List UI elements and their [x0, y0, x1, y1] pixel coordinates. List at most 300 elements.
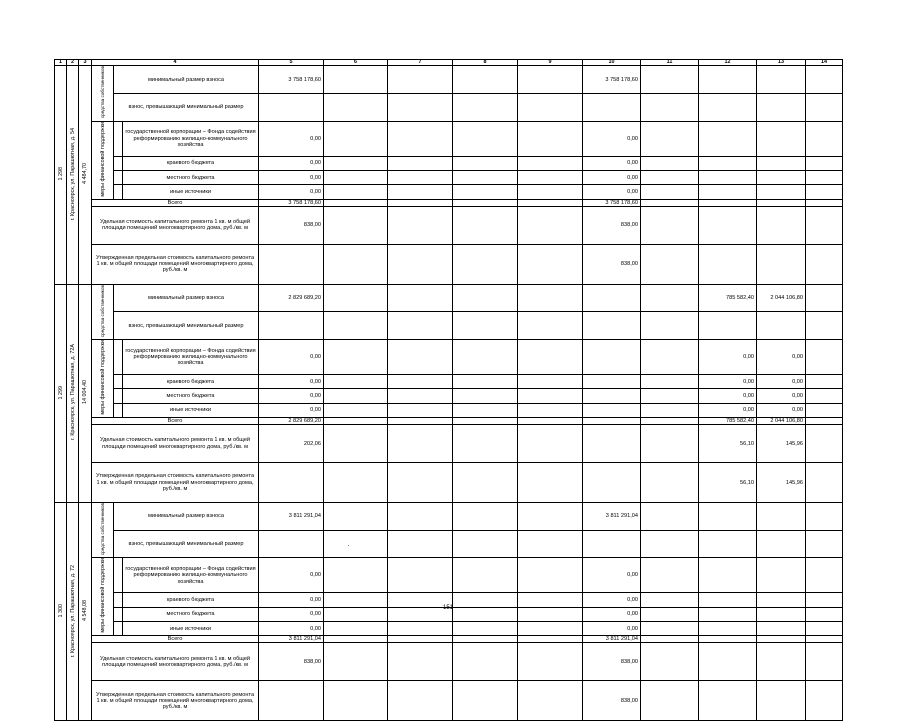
table-row: [55, 643, 843, 681]
row-label-local: местного бюджета: [123, 607, 259, 621]
value-col-11: [641, 171, 699, 185]
value-col-7: [388, 199, 453, 206]
owners-funds-label: средства собственников: [99, 503, 105, 556]
value-col-12: 0,00: [699, 403, 757, 417]
value-col-7: [388, 121, 453, 156]
row-label-total: Всего: [92, 417, 259, 424]
row-label-approved: Утвержденная предельная стоимость капитального ремонта 1 кв. м общей площади помещений многоквартирного дома, руб./кв. м: [92, 463, 259, 503]
value-col-11: [641, 244, 699, 284]
value-col-11: [641, 121, 699, 156]
value-col-11: [641, 156, 699, 170]
value-col-8: [453, 375, 518, 389]
value-col-8: [453, 607, 518, 621]
value-col-12: [699, 121, 757, 156]
value-col-13: [757, 206, 806, 244]
value-col-9: [518, 121, 583, 156]
value-col-11: [641, 312, 699, 340]
value-col-7: [388, 636, 453, 643]
value-col-12: 0,00: [699, 340, 757, 375]
value-col-8: [453, 643, 518, 681]
value-col-8: [453, 66, 518, 94]
value-col-9: [518, 199, 583, 206]
value-col-14: [806, 417, 843, 424]
value-col-13: [757, 593, 806, 607]
value-col-7: [388, 621, 453, 635]
value-col-11: [641, 643, 699, 681]
value-col-10: [583, 403, 641, 417]
capital-repair-table-sheet: [54, 59, 828, 721]
value-col-5: 838,00: [259, 643, 324, 681]
column-number-13: 13: [757, 60, 806, 66]
value-col-5: 3 758 178,60: [259, 66, 324, 94]
table-row: [55, 340, 843, 375]
value-col-6: [324, 185, 388, 199]
value-col-7: [388, 417, 453, 424]
value-col-5: [259, 312, 324, 340]
value-col-13: [757, 94, 806, 122]
value-col-6: [324, 284, 388, 312]
value-col-14: [806, 558, 843, 593]
support-subcolumn: [114, 558, 123, 593]
support-subcolumn: [114, 607, 123, 621]
financial-support-label: меры финансовой поддержки: [99, 340, 106, 415]
row-number-cell: [55, 66, 67, 284]
capital-repair-table: [54, 59, 843, 721]
value-col-11: [641, 417, 699, 424]
row-label-corp: государственной корпорации – Фонда содействия реформированию жилищно-коммунального хозяйства: [123, 121, 259, 156]
row-label-specific: Удельная стоимость капитального ремонта 1 кв. м общей площади помещений многоквартирного дома, руб./кв. м: [92, 643, 259, 681]
row-label-corp: государственной корпорации – Фонда содействия реформированию жилищно-коммунального хозяйства: [123, 340, 259, 375]
value-col-13: [757, 66, 806, 94]
value-col-12: [699, 593, 757, 607]
value-col-14: [806, 340, 843, 375]
table-row: [55, 558, 843, 593]
table-row: [55, 94, 843, 122]
value-col-6: [324, 503, 388, 531]
value-col-6: [324, 121, 388, 156]
value-col-9: [518, 503, 583, 531]
value-col-10: [583, 463, 641, 503]
value-col-7: [388, 389, 453, 403]
value-col-9: [518, 636, 583, 643]
value-col-5: 0,00: [259, 121, 324, 156]
value-col-8: [453, 185, 518, 199]
value-col-6: [324, 417, 388, 424]
owners-funds-label: средства собственников: [99, 284, 105, 337]
value-col-7: [388, 185, 453, 199]
value-col-14: [806, 503, 843, 531]
table-row: [55, 530, 843, 558]
page-number: 151: [443, 605, 454, 611]
value-col-8: [453, 636, 518, 643]
value-col-13: [757, 607, 806, 621]
value-col-14: [806, 636, 843, 643]
value-col-6: [324, 375, 388, 389]
financial-support-label: меры финансовой поддержки: [99, 121, 106, 197]
value-col-12: [699, 171, 757, 185]
value-col-5: 838,00: [259, 206, 324, 244]
value-col-6: [324, 389, 388, 403]
scan-speck: [348, 545, 349, 546]
area-cell: [79, 503, 92, 721]
value-col-9: [518, 607, 583, 621]
value-col-13: [757, 530, 806, 558]
value-col-6: [324, 156, 388, 170]
value-col-8: [453, 312, 518, 340]
row-label-other: иные источники: [123, 185, 259, 199]
support-subcolumn: [114, 121, 123, 156]
value-col-6: [324, 66, 388, 94]
value-col-6: [324, 636, 388, 643]
value-col-8: [453, 425, 518, 463]
value-col-9: [518, 389, 583, 403]
support-subcolumn: [114, 389, 123, 403]
value-col-5: 202,06: [259, 425, 324, 463]
value-col-14: [806, 312, 843, 340]
value-col-11: [641, 593, 699, 607]
value-col-13: [757, 199, 806, 206]
value-col-14: [806, 171, 843, 185]
value-col-11: [641, 94, 699, 122]
table-row: [55, 312, 843, 340]
value-col-5: 2 829 689,20: [259, 284, 324, 312]
value-col-10: [583, 94, 641, 122]
total-area: 4 484,70: [82, 163, 88, 185]
table-row: [55, 121, 843, 156]
value-col-13: 0,00: [757, 375, 806, 389]
value-col-11: [641, 503, 699, 531]
value-col-10: 838,00: [583, 206, 641, 244]
value-col-13: [757, 121, 806, 156]
table-row: [55, 425, 843, 463]
table-row: [55, 503, 843, 531]
row-number-cell: [55, 503, 67, 721]
value-col-10: 0,00: [583, 171, 641, 185]
value-col-6: [324, 558, 388, 593]
value-col-12: 785 582,40: [699, 417, 757, 424]
value-col-5: 0,00: [259, 621, 324, 635]
value-col-8: [453, 403, 518, 417]
financial-support-group: [92, 558, 114, 636]
value-col-14: [806, 403, 843, 417]
row-label-excess: взнос, превышающий минимальный размер: [114, 530, 259, 558]
value-col-12: 0,00: [699, 389, 757, 403]
value-col-9: [518, 558, 583, 593]
row-number: 1 299: [57, 385, 64, 400]
value-col-11: [641, 403, 699, 417]
value-col-13: 2 044 106,80: [757, 417, 806, 424]
table-row: [55, 375, 843, 389]
table-row: [55, 244, 843, 284]
value-col-9: [518, 171, 583, 185]
value-col-12: [699, 621, 757, 635]
value-col-9: [518, 463, 583, 503]
value-col-13: 0,00: [757, 389, 806, 403]
value-col-11: [641, 681, 699, 721]
row-label-specific: Удельная стоимость капитального ремонта 1 кв. м общей площади помещений многоквартирного дома, руб./кв. м: [92, 425, 259, 463]
value-col-12: [699, 503, 757, 531]
value-col-9: [518, 593, 583, 607]
row-label-approved: Утвержденная предельная стоимость капитального ремонта 1 кв. м общей площади помещений многоквартирного дома, руб./кв. м: [92, 681, 259, 721]
row-label-regional: краевого бюджета: [123, 375, 259, 389]
table-row: [55, 403, 843, 417]
value-col-12: [699, 681, 757, 721]
value-col-5: 0,00: [259, 593, 324, 607]
value-col-11: [641, 284, 699, 312]
row-label-approved: Утвержденная предельная стоимость капитального ремонта 1 кв. м общей площади помещений многоквартирного дома, руб./кв. м: [92, 244, 259, 284]
row-label-local: местного бюджета: [123, 171, 259, 185]
value-col-14: [806, 463, 843, 503]
column-number-14: 14: [806, 60, 843, 66]
value-col-5: 3 811 291,04: [259, 503, 324, 531]
address-cell: [67, 66, 79, 284]
value-col-6: [324, 244, 388, 284]
value-col-5: [259, 530, 324, 558]
value-col-6: [324, 681, 388, 721]
value-col-13: 145,96: [757, 425, 806, 463]
value-col-5: 0,00: [259, 607, 324, 621]
support-subcolumn: [114, 403, 123, 417]
table-row: [55, 206, 843, 244]
value-col-12: [699, 636, 757, 643]
address-cell: [67, 284, 79, 502]
value-col-8: [453, 171, 518, 185]
column-number-5: 5: [259, 60, 324, 66]
value-col-7: [388, 171, 453, 185]
value-col-5: 0,00: [259, 185, 324, 199]
row-label-total: Всего: [92, 636, 259, 643]
value-col-9: [518, 403, 583, 417]
value-col-10: 0,00: [583, 156, 641, 170]
value-col-10: 3 758 178,60: [583, 199, 641, 206]
column-number-3: 3: [79, 60, 92, 66]
value-col-14: [806, 425, 843, 463]
value-col-11: [641, 636, 699, 643]
value-col-10: [583, 340, 641, 375]
value-col-13: [757, 156, 806, 170]
area-cell: [79, 66, 92, 284]
row-number: 1 300: [57, 603, 64, 618]
value-col-5: 3 758 178,60: [259, 199, 324, 206]
value-col-14: [806, 621, 843, 635]
value-col-10: [583, 284, 641, 312]
table-row: [55, 156, 843, 170]
value-col-13: 0,00: [757, 340, 806, 375]
support-subcolumn: [114, 171, 123, 185]
value-col-8: [453, 417, 518, 424]
row-label-total: Всего: [92, 199, 259, 206]
value-col-7: [388, 425, 453, 463]
value-col-14: [806, 244, 843, 284]
value-col-9: [518, 94, 583, 122]
value-col-7: [388, 284, 453, 312]
value-col-5: 0,00: [259, 389, 324, 403]
support-subcolumn: [114, 375, 123, 389]
row-label-corp: государственной корпорации – Фонда содействия реформированию жилищно-коммунального хозяйства: [123, 558, 259, 593]
value-col-9: [518, 621, 583, 635]
value-col-10: 0,00: [583, 121, 641, 156]
row-label-min: минимальный размер взноса: [114, 284, 259, 312]
support-subcolumn: [114, 156, 123, 170]
value-col-5: [259, 463, 324, 503]
table-row: [55, 389, 843, 403]
value-col-12: [699, 530, 757, 558]
value-col-9: [518, 156, 583, 170]
value-col-6: [324, 463, 388, 503]
value-col-14: [806, 593, 843, 607]
value-col-7: [388, 156, 453, 170]
value-col-14: [806, 206, 843, 244]
value-col-6: [324, 593, 388, 607]
value-col-8: [453, 94, 518, 122]
value-col-7: [388, 312, 453, 340]
value-col-6: [324, 94, 388, 122]
value-col-6: [324, 643, 388, 681]
value-col-8: [453, 156, 518, 170]
value-col-5: 0,00: [259, 403, 324, 417]
table-row: [55, 417, 843, 424]
value-col-10: 0,00: [583, 621, 641, 635]
value-col-13: [757, 312, 806, 340]
value-col-10: [583, 389, 641, 403]
value-col-7: [388, 375, 453, 389]
value-col-12: [699, 185, 757, 199]
address: г. Красноярск, ул. Парашютная, д. 54: [69, 127, 76, 221]
value-col-13: [757, 681, 806, 721]
column-number-2: 2: [67, 60, 79, 66]
value-col-13: [757, 621, 806, 635]
value-col-9: [518, 340, 583, 375]
value-col-11: [641, 199, 699, 206]
value-col-14: [806, 643, 843, 681]
value-col-10: 0,00: [583, 185, 641, 199]
table-row: [55, 621, 843, 635]
value-col-14: [806, 185, 843, 199]
value-col-14: [806, 389, 843, 403]
financial-support-label: меры финансовой поддержки: [99, 558, 106, 634]
value-col-9: [518, 185, 583, 199]
value-col-9: [518, 206, 583, 244]
column-number-8: 8: [453, 60, 518, 66]
value-col-13: 145,96: [757, 463, 806, 503]
value-col-10: 838,00: [583, 681, 641, 721]
support-subcolumn: [114, 593, 123, 607]
value-col-8: [453, 463, 518, 503]
row-label-regional: краевого бюджета: [123, 593, 259, 607]
value-col-11: [641, 530, 699, 558]
value-col-7: [388, 66, 453, 94]
column-number-7: 7: [388, 60, 453, 66]
value-col-8: [453, 206, 518, 244]
value-col-11: [641, 66, 699, 94]
value-col-13: [757, 171, 806, 185]
value-col-11: [641, 621, 699, 635]
value-col-12: [699, 66, 757, 94]
value-col-7: [388, 530, 453, 558]
value-col-14: [806, 94, 843, 122]
column-number-1: 1: [55, 60, 67, 66]
total-area: 14 004,40: [82, 380, 88, 405]
value-col-5: 2 829 689,20: [259, 417, 324, 424]
owners-funds-label: средства собственников: [99, 66, 105, 119]
row-number-cell: [55, 284, 67, 502]
value-col-12: [699, 199, 757, 206]
total-area: 4 548,08: [82, 600, 88, 622]
value-col-12: 785 582,40: [699, 284, 757, 312]
value-col-10: [583, 312, 641, 340]
row-label-local: местного бюджета: [123, 389, 259, 403]
value-col-14: [806, 607, 843, 621]
value-col-6: [324, 403, 388, 417]
column-number-12: 12: [699, 60, 757, 66]
value-col-11: [641, 185, 699, 199]
value-col-6: [324, 312, 388, 340]
value-col-13: [757, 643, 806, 681]
value-col-14: [806, 681, 843, 721]
value-col-10: 3 758 178,60: [583, 66, 641, 94]
value-col-10: 0,00: [583, 607, 641, 621]
value-col-9: [518, 66, 583, 94]
row-number: 1 298: [57, 167, 64, 181]
value-col-14: [806, 284, 843, 312]
value-col-9: [518, 375, 583, 389]
value-col-10: 3 811 291,04: [583, 636, 641, 643]
value-col-6: [324, 621, 388, 635]
value-col-6: [324, 530, 388, 558]
value-col-11: [641, 340, 699, 375]
value-col-10: [583, 425, 641, 463]
value-col-7: [388, 206, 453, 244]
owners-funds-group: [92, 503, 114, 558]
value-col-14: [806, 121, 843, 156]
value-col-13: [757, 503, 806, 531]
financial-support-group: [92, 121, 114, 199]
value-col-9: [518, 312, 583, 340]
support-subcolumn: [114, 185, 123, 199]
value-col-5: 0,00: [259, 156, 324, 170]
value-col-13: [757, 558, 806, 593]
value-col-5: 0,00: [259, 558, 324, 593]
value-col-11: [641, 375, 699, 389]
row-label-other: иные источники: [123, 621, 259, 635]
value-col-11: [641, 206, 699, 244]
table-row: [55, 681, 843, 721]
value-col-8: [453, 389, 518, 403]
value-col-8: [453, 121, 518, 156]
value-col-11: [641, 425, 699, 463]
owners-funds-group: [92, 284, 114, 339]
row-label-min: минимальный размер взноса: [114, 66, 259, 94]
value-col-8: [453, 593, 518, 607]
value-col-9: [518, 417, 583, 424]
value-col-6: [324, 425, 388, 463]
value-col-10: 3 811 291,04: [583, 503, 641, 531]
value-col-5: 3 811 291,04: [259, 636, 324, 643]
value-col-8: [453, 558, 518, 593]
value-col-7: [388, 94, 453, 122]
column-number-6: 6: [324, 60, 388, 66]
value-col-7: [388, 643, 453, 681]
table-row: [55, 66, 843, 94]
value-col-12: [699, 558, 757, 593]
column-number-9: 9: [518, 60, 583, 66]
value-col-13: [757, 244, 806, 284]
value-col-10: 0,00: [583, 593, 641, 607]
row-label-specific: Удельная стоимость капитального ремонта 1 кв. м общей площади помещений многоквартирного дома, руб./кв. м: [92, 206, 259, 244]
value-col-6: [324, 171, 388, 185]
value-col-7: [388, 340, 453, 375]
value-col-7: [388, 244, 453, 284]
